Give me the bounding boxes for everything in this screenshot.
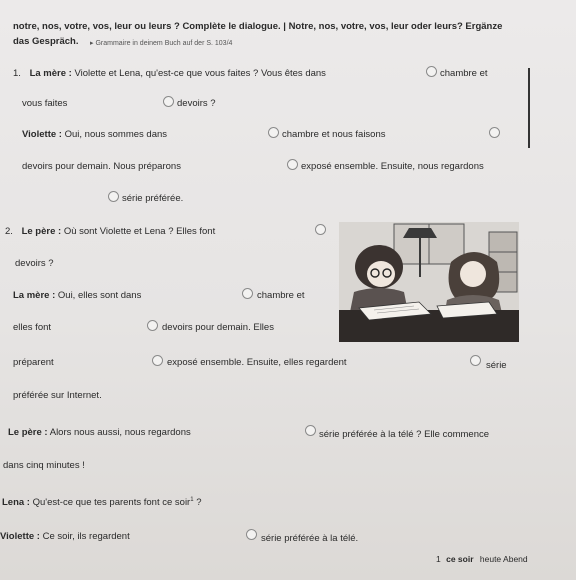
dialogue-text: chambre et nous faisons	[282, 129, 386, 140]
dialogue-text: chambre et	[440, 68, 488, 79]
dialogue-text: devoirs pour demain. Nous préparons	[22, 161, 181, 172]
dialogue-text: exposé ensemble. Ensuite, elles regardent	[167, 357, 347, 368]
ex1-line-1	[13, 68, 326, 80]
dialogue-text: exposé ensemble. Ensuite, nous regardons	[301, 161, 484, 172]
speaker-label: Violette :	[0, 531, 40, 542]
ex2-line-7	[8, 427, 191, 439]
dialogue-text: elles font	[13, 322, 52, 333]
dialogue-text: Violette et Lena, qu'est-ce que vous faites ? Vous êtes dans	[74, 68, 326, 79]
answer-circle[interactable]	[470, 355, 481, 366]
dialogue-text: série préférée à la télé ? Elle commence	[319, 429, 490, 440]
dialogue-text: devoirs ?	[177, 98, 216, 109]
footnote-number: 1	[436, 554, 441, 564]
answer-circle[interactable]	[315, 224, 326, 235]
speaker-label: Violette :	[22, 129, 62, 140]
ex2-line-9	[2, 494, 202, 509]
dialogue-text: préparent	[13, 357, 54, 368]
dialogue-text: Ce soir, ils regardent	[42, 531, 130, 542]
footnote	[436, 553, 528, 565]
answer-circle[interactable]	[152, 355, 163, 366]
speaker-label: La mère :	[29, 68, 72, 79]
answer-circle[interactable]	[108, 191, 119, 202]
dialogue-text: ?	[193, 497, 202, 509]
instruction-text: notre, nos, votre, vos, leur ou leurs ? Complète le dialogue. | Notre, nos, votre, vos, leur oder leurs? Ergänze	[13, 21, 503, 32]
exercise-number: 2.	[5, 226, 13, 237]
footnote-term: ce soir	[446, 554, 474, 564]
instruction-line-2: das Gespräch.	[13, 36, 79, 47]
answer-circle[interactable]	[305, 425, 316, 436]
exercise-number: 1.	[13, 68, 21, 79]
speaker-label: Lena :	[2, 497, 30, 509]
answer-circle[interactable]	[163, 96, 174, 107]
dialogue-text: série préférée.	[122, 193, 184, 204]
speaker-label: La mère :	[13, 290, 56, 301]
dialogue-text: devoirs pour demain. Elles	[162, 322, 274, 333]
grammar-reference: ▸ Grammaire in deinem Buch auf der S. 103/4	[90, 40, 233, 47]
ex2-line-3	[13, 290, 141, 302]
answer-circle[interactable]	[489, 127, 500, 138]
instruction-line-1	[13, 21, 502, 33]
dialogue-text: série préférée à la télé.	[261, 533, 359, 544]
footnote-gloss: heute Abend	[479, 554, 528, 564]
dialogue-text: devoirs ?	[15, 258, 54, 269]
margin-line	[528, 68, 530, 148]
ex2-line-1	[5, 226, 215, 238]
answer-circle[interactable]	[287, 159, 298, 170]
ex1-line-3	[22, 129, 167, 141]
answer-circle[interactable]	[268, 127, 279, 138]
girls-studying-illustration	[339, 222, 519, 342]
answer-circle[interactable]	[147, 320, 158, 331]
dialogue-text: Où sont Violette et Lena ? Elles font	[63, 226, 216, 237]
dialogue-text: chambre et	[257, 290, 305, 301]
dialogue-text: série	[486, 360, 507, 371]
answer-circle[interactable]	[242, 288, 253, 299]
dialogue-text: préférée sur Internet.	[13, 390, 102, 401]
dialogue-text: Oui, nous sommes dans	[64, 129, 168, 140]
dialogue-text: vous faites	[22, 98, 68, 109]
dialogue-text: Alors nous aussi, nous regardons	[49, 427, 191, 438]
answer-circle[interactable]	[246, 529, 257, 540]
ex2-line-10	[0, 531, 130, 543]
dialogue-text: dans cinq minutes !	[3, 460, 85, 471]
speaker-label: Le père :	[21, 226, 62, 237]
answer-circle[interactable]	[426, 66, 437, 77]
dialogue-text: Qu'est-ce que tes parents font ce soir	[32, 497, 191, 509]
speaker-label: Le père :	[8, 427, 48, 438]
footnote-marker: 1	[190, 497, 194, 503]
dialogue-text: Oui, elles sont dans	[57, 290, 142, 301]
